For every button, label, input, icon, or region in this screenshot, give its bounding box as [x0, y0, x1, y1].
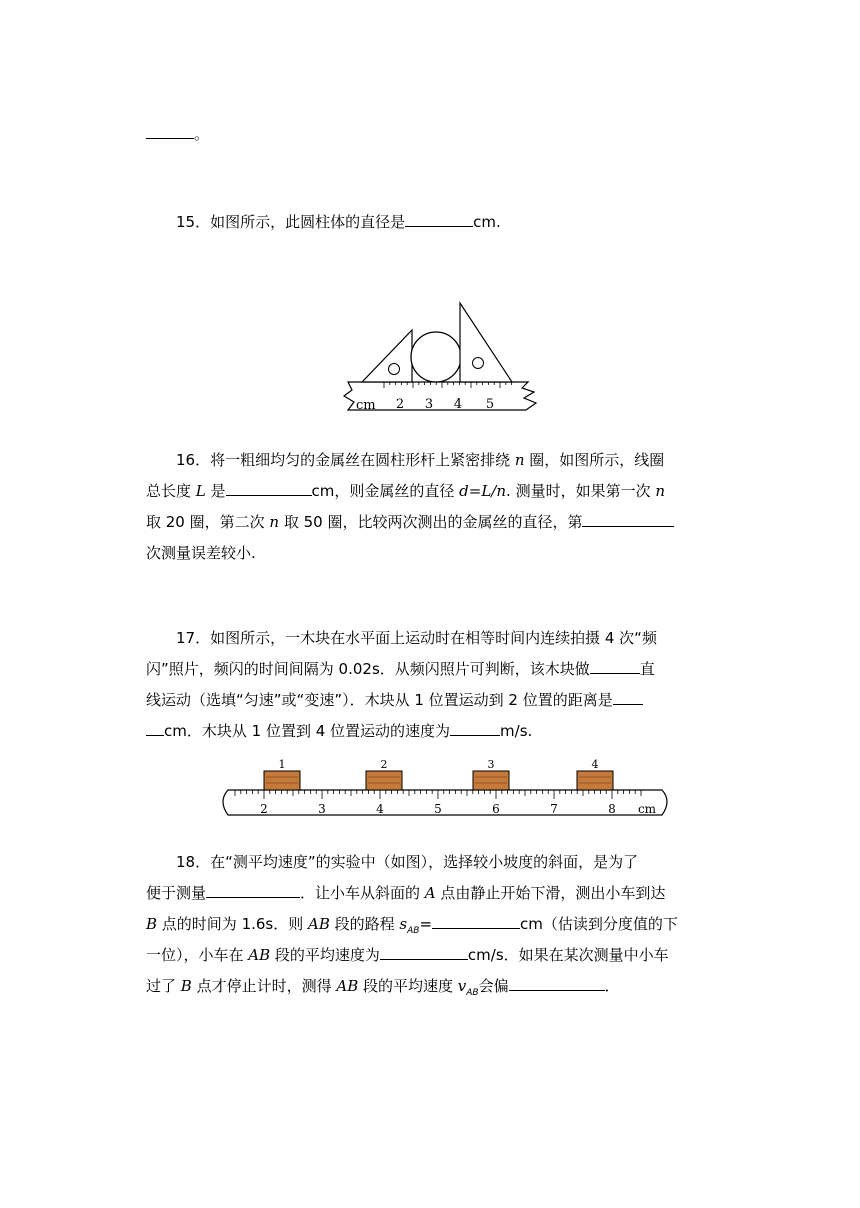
var-s: s [399, 915, 408, 933]
text: 一位），小车在 [146, 946, 249, 964]
var-AB: AB [336, 977, 359, 995]
hole-left [389, 364, 400, 375]
q17-line1 [176, 628, 657, 648]
answer-blank[interactable] [405, 212, 473, 227]
q14-tail-text: 。 [194, 125, 210, 143]
tick-label: 8 [608, 802, 616, 816]
text: 次测量误差较小. [146, 544, 256, 562]
var-L: L [195, 482, 206, 500]
q17-line3 [146, 690, 643, 710]
text: 点由静止开始下滑，测出小车到达 [435, 884, 666, 902]
text: 段的路程 [329, 915, 400, 933]
var-AB: AB [248, 946, 271, 964]
var-v: v [457, 977, 467, 995]
var-n: n [655, 482, 666, 500]
q16-line3 [146, 512, 674, 532]
ruler-unit: cm [356, 398, 376, 413]
text: 总长度 [146, 482, 196, 500]
tick-label: 2 [395, 397, 405, 412]
text: 便于测量 [146, 884, 207, 902]
block-label: 1 [278, 758, 286, 771]
block-label: 3 [487, 758, 495, 771]
text: cm，则金属丝的直径 [311, 482, 460, 500]
q14-tail [146, 124, 209, 144]
answer-blank[interactable] [432, 914, 520, 929]
var-A: A [424, 884, 436, 902]
tick-label: 3 [424, 397, 434, 412]
var-n: n [269, 513, 280, 531]
block-label: 4 [591, 758, 599, 771]
tick-label: 7 [550, 802, 558, 816]
answer-blank[interactable] [509, 976, 605, 991]
text: 17．如图所示，一木块在水平面上运动时在相等时间内连续拍摄 4 次“频 [176, 629, 657, 647]
tick-label: 2 [260, 802, 268, 816]
text: 直 [639, 660, 655, 678]
text: 段的平均速度 [358, 977, 458, 995]
q15-text: 15．如图所示，此圆柱体的直径是 [176, 213, 406, 231]
text: cm（估读到分度值的下 [520, 915, 678, 933]
ruler-unit: cm [637, 802, 657, 816]
text: m/s. [500, 722, 533, 740]
subscript-AB: AB [466, 988, 479, 998]
wood-block-1 [264, 758, 300, 790]
var-B: B [146, 915, 158, 933]
text: 段的平均速度为 [270, 946, 380, 964]
text: . 测量时，如果第一次 [506, 482, 656, 500]
text: 点才停止计时，测得 [191, 977, 337, 995]
text: 线运动（选填“匀速”或“变速”）．木块从 1 位置运动到 2 位置的距离是 [146, 691, 613, 709]
q18-line1 [176, 852, 638, 872]
formula-d: d=L/n [459, 482, 507, 500]
figure-strobe-ruler [214, 757, 676, 823]
subscript-AB: AB [407, 926, 420, 936]
cylinder-circle [411, 332, 461, 382]
tick-label: 5 [434, 802, 442, 816]
var-n: n [514, 451, 525, 469]
text: 点的时间为 1.6s．则 [157, 915, 309, 933]
text: 会偏 [478, 977, 509, 995]
tick-label: 6 [492, 802, 500, 816]
hole-right [473, 358, 484, 369]
answer-blank[interactable] [380, 945, 468, 960]
var-B: B [180, 977, 192, 995]
text: = [419, 915, 433, 933]
answer-blank[interactable] [450, 721, 500, 736]
text: cm/s．如果在某次测量中小车 [467, 946, 669, 964]
triangle-right [460, 303, 512, 382]
tick-label: 3 [318, 802, 326, 816]
text: cm．木块从 1 位置到 4 位置运动的速度为 [164, 722, 451, 740]
q18-line4 [146, 945, 669, 965]
text: 过了 [146, 977, 181, 995]
text: 16．将一粗细均匀的金属丝在圆柱形杆上紧密排绕 [176, 451, 515, 469]
answer-blank[interactable] [146, 721, 164, 736]
text: 是 [205, 482, 226, 500]
figure-cylinder-ruler [340, 300, 550, 418]
text: 圈，如图所示，线圈 [524, 451, 665, 469]
tick-label: 5 [485, 397, 495, 412]
text: 闪”照片，频闪的时间间隔为 0.02s．从频闪照片可判断，该木块做 [146, 660, 590, 678]
answer-blank[interactable] [226, 481, 312, 496]
wood-block-4 [577, 758, 613, 790]
q16-line4 [146, 543, 256, 563]
text: ．让小车从斜面的 [300, 884, 425, 902]
text: 取 50 圈，比较两次测出的金属丝的直径，第 [279, 513, 583, 531]
wood-block-2 [366, 758, 402, 790]
text: ． [604, 977, 620, 995]
wood-block-3 [473, 758, 509, 790]
q15 [176, 212, 501, 232]
q17-line2 [146, 659, 655, 679]
answer-blank[interactable] [206, 883, 300, 898]
tick-label: 4 [453, 397, 463, 412]
q18-line3 [146, 914, 678, 941]
var-AB: AB [308, 915, 330, 933]
answer-blank[interactable] [590, 659, 640, 674]
text: 18．在“测平均速度”的实验中（如图），选择较小坡度的斜面，是为了 [176, 853, 639, 871]
tick-label: 4 [376, 802, 384, 816]
answer-blank[interactable] [146, 124, 194, 139]
triangle-left [362, 330, 412, 382]
q16-line1 [176, 450, 664, 470]
answer-blank[interactable] [613, 690, 643, 705]
block-label: 2 [380, 758, 388, 771]
q15-unit: cm. [473, 213, 501, 231]
q18-line5 [146, 976, 620, 1003]
q16-line2 [146, 481, 665, 501]
text: 取 20 圈，第二次 [146, 513, 270, 531]
q18-line2 [146, 883, 665, 903]
q17-line4 [146, 721, 532, 741]
answer-blank[interactable] [582, 512, 674, 527]
